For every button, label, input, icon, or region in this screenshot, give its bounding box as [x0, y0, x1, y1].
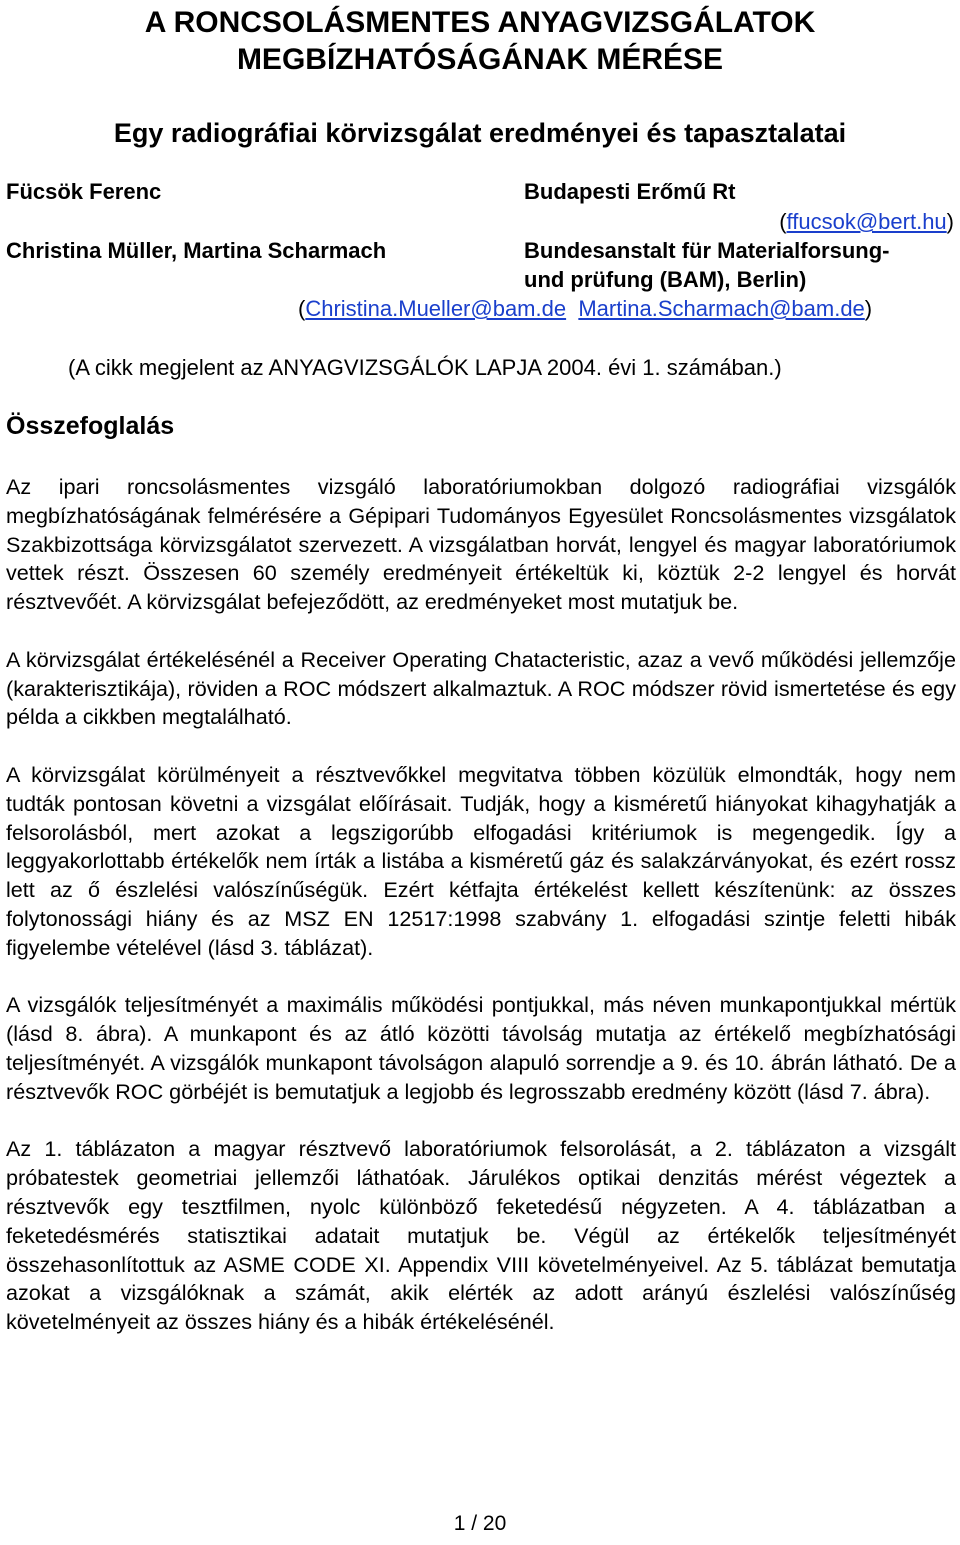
email-link[interactable]: Martina.Scharmach@bam.de	[578, 296, 865, 321]
page-number: 1 / 20	[453, 1512, 507, 1535]
email-link[interactable]: ffucsok@bert.hu	[786, 209, 947, 234]
author-affiliation: Bundesanstalt für Materialforsung-	[524, 238, 890, 263]
paragraph: Az 1. táblázaton a magyar résztvevő laboratóriumok felsorolását, a 2. táblázaton a vizsgált próbatestek geometriai jellemzői láthatóak. Járulékos optikai denzitás mérést végeztek a résztvevők egy tesztfilmen, nyolc különböző feketedésű négyzeten. A 4. táblázatban a feketedésmérés statisztikai adatait mutatjuk be. Végül az értékelők teljesítményét összehasonlítottuk az ASME CODE XI. Appendix VIII követelményeivel. Az 5. táblázat bemutatja azokat a vizsgálóknak a számát, akik elérték az adott arányú észlelési valószínűség követelményeit az összes hiány és a hibák értékelésénél.	[6, 1136, 956, 1335]
paragraph: A körvizsgálat körülményeit a résztvevőkkel megvitatva többen közülük elmondták, hogy nem tudták pontosan követni a vizsgálat előírásait. Tudják, hogy a kisméretű hiányokat kihagyhatják a felsorolásból, mert azokat a legszigorúbb elfogadási kritériumok is megengedik. Így a leggyakorlottabb értékelők nem írták a listába a kisméretű gáz és salakzárványokat, és ezért rossz lett az ő észlelési valószínűségük. Ezért kétfajta értékelést kellett készítenünk: az összes folytonossági hiány és az MSZ EN 12517:1998 szabvány 1. elfogadási szintje feletti hibák figyelembe vételével (lásd 3. táblázat).	[6, 761, 956, 960]
paragraph: Az ipari roncsolásmentes vizsgáló laboratóriumokban dolgozó radiográfiai vizsgálók megbízhatóságának felmérésére a Gépipari Tudományos Egyesület Roncsolásmentes vizsgálatok Szakbizottsága körvizsgálatot szervezett. A vizsgálatban horvát, lengyel és magyar laboratóriumok vettek részt. Összesen 60 személy eredményeit értékeltük ki, köztük 2-2 lengyel és horvát résztvevőét. A körvizsgálat befejeződött, az eredményeket most mutatjuk be.	[6, 474, 956, 615]
section-heading: Összefoglalás	[6, 412, 175, 440]
author-affiliation: und prüfung (BAM), Berlin)	[524, 267, 807, 292]
author-email-line: (ffucsok@bert.hu)	[779, 209, 954, 234]
publication-note: (A cikk megjelent az ANYAGVIZSGÁLÓK LAPJA 2004. évi 1. számában.)	[68, 355, 782, 380]
document-subtitle: Egy radiográfiai körvizsgálat eredményei és tapasztalatai	[113, 118, 847, 148]
paragraph: A körvizsgálat értékelésénél a Receiver Operating Chatacteristic, azaz a vevő működési jellemzője (karakterisztikája), röviden a ROC módszert alkalmaztuk. A ROC módszer rövid ismertetése és egy példa a cikkben megtalálható.	[6, 646, 956, 730]
author-name: Christina Müller, Martina Scharmach	[6, 238, 387, 263]
author-name: Fücsök Ferenc	[6, 179, 162, 204]
author-email-line: (Christina.Mueller@bam.de Martina.Scharmach@bam.de)	[298, 296, 873, 321]
author-affiliation: Budapesti Erőmű Rt	[524, 179, 736, 204]
paragraph: A vizsgálók teljesítményét a maximális működési pontjukkal, más néven munkapontjukkal mértük (lásd 8. ábra). A munkapont és az átló közötti távolság mutatja az értékelő megbízhatósági teljesítményét. A vizsgálók munkapont távolságon alapuló sorrendje a 9. és 10. ábrán látható. De a résztvevők ROC görbéjét is bemutatjuk a legjobb és legrosszabb eredmény között (lásd 7. ábra).	[6, 992, 956, 1104]
document-title	[0, 4, 960, 78]
title-line-1: A RONCSOLÁSMENTES ANYAGVIZSGÁLATOK	[144, 6, 816, 39]
title-line-2: MEGBÍZHATÓSÁGÁNAK MÉRÉSE	[236, 43, 724, 76]
email-link[interactable]: Christina.Mueller@bam.de	[305, 296, 567, 321]
body-text	[6, 473, 956, 1366]
